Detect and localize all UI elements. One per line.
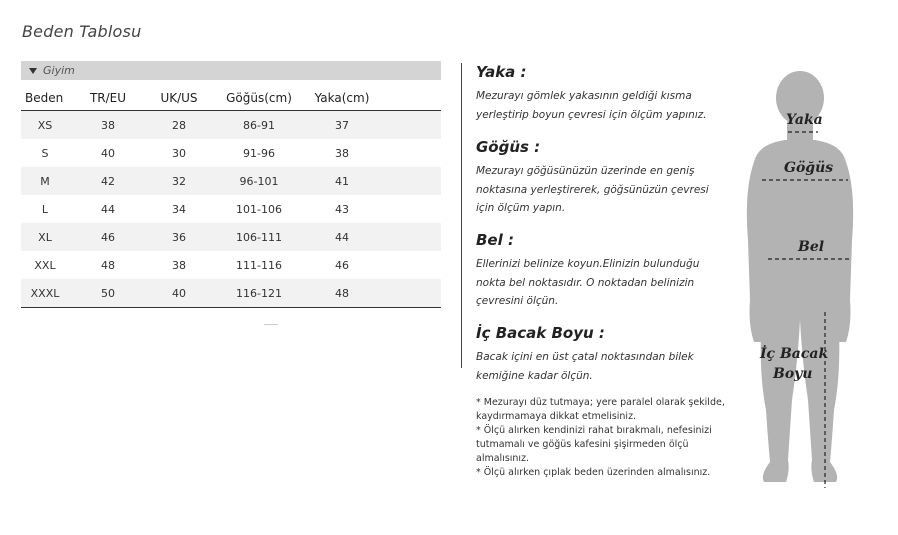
figure-label-ic-bacak-2: Boyu bbox=[773, 366, 813, 382]
cell-uk-us: 32 bbox=[147, 167, 211, 195]
cell-beden: L bbox=[41, 202, 49, 216]
cell-beden: XXXL bbox=[21, 279, 69, 308]
body-silhouette-icon bbox=[740, 70, 870, 495]
guide-ic-bacak-title: İç Bacak Boyu : bbox=[476, 324, 605, 342]
cell-tr-eu: 46 bbox=[69, 223, 147, 251]
section-toggle-giyim[interactable] bbox=[21, 61, 441, 80]
cell-beden: XL bbox=[21, 223, 69, 251]
cell-tr-eu: 38 bbox=[69, 111, 147, 140]
guide-yaka-text: Mezurayı gömlek yakasının geldiği kısma yerleştirip boyun çevresi için ölçüm yapınız. bbox=[476, 90, 707, 121]
cell-uk-us: 30 bbox=[172, 146, 186, 160]
cell-gogus: 116-121 bbox=[211, 279, 307, 308]
cell-yaka: 44 bbox=[307, 223, 377, 251]
header-beden: Beden bbox=[21, 86, 69, 111]
table-row bbox=[21, 195, 441, 223]
cell-uk-us: 28 bbox=[147, 111, 211, 140]
guide-gogus-text: Mezurayı göğüsünüzün üzerinde en geniş noktasına yerleştirerek, göğsünüzün çevresi için ölçüm yapın. bbox=[476, 165, 709, 214]
header-gogus: Göğüs(cm) bbox=[211, 86, 307, 111]
table-header-row bbox=[21, 86, 441, 111]
measurement-notes bbox=[476, 396, 726, 480]
cell-gogus: 101-106 bbox=[236, 202, 282, 216]
table-row bbox=[21, 111, 441, 140]
header-yaka: Yaka(cm) bbox=[307, 86, 377, 111]
cell-beden: M bbox=[21, 167, 69, 195]
cell-uk-us: 38 bbox=[172, 258, 186, 272]
guide-bel-text: Ellerinizi belinize koyun.Elinizin bulunduğu nokta bel noktasıdır. O noktadan belinizin çevresini ölçün. bbox=[476, 258, 700, 307]
divider bbox=[264, 324, 278, 325]
guide-gogus-title: Göğüs : bbox=[476, 138, 541, 156]
caret-down-icon bbox=[29, 68, 37, 74]
header-uk-us: UK/US bbox=[147, 86, 211, 111]
cell-beden: XXL bbox=[34, 258, 56, 272]
cell-uk-us: 36 bbox=[147, 223, 211, 251]
table-row bbox=[21, 167, 441, 195]
cell-uk-us: 34 bbox=[172, 202, 186, 216]
cell-beden: XS bbox=[21, 111, 69, 140]
figure-label-bel: Bel bbox=[798, 239, 825, 255]
figure-label-yaka: Yaka bbox=[786, 112, 823, 128]
figure-label-ic-bacak-1: İç Bacak bbox=[760, 346, 829, 362]
cell-tr-eu: 48 bbox=[101, 258, 115, 272]
note-item: * Ölçü alırken kendinizi rahat bırakmalı, nefesinizi tutmamalı ve göğüs kafesini şişirmeden ölçü almalısınız. bbox=[476, 425, 712, 464]
note-item: * Mezurayı düz tutmaya; yere paralel olarak şekilde, kaydırmamaya dikkat etmelisiniz. bbox=[476, 397, 725, 422]
figure-label-gogus: Göğüs bbox=[784, 160, 834, 176]
cell-yaka: 38 bbox=[335, 146, 349, 160]
guide-bel bbox=[476, 231, 728, 311]
cell-yaka: 37 bbox=[307, 111, 377, 140]
cell-gogus: 111-116 bbox=[236, 258, 282, 272]
page-title: Beden Tablosu bbox=[22, 22, 142, 41]
size-table bbox=[21, 86, 441, 308]
cell-tr-eu: 44 bbox=[101, 202, 115, 216]
cell-beden: S bbox=[41, 146, 49, 160]
cell-yaka: 48 bbox=[307, 279, 377, 308]
table-row bbox=[21, 279, 441, 308]
cell-tr-eu: 42 bbox=[69, 167, 147, 195]
guide-ic-bacak-text: Bacak içini en üst çatal noktasından bilek kemiğine kadar ölçün. bbox=[476, 351, 694, 382]
cell-yaka: 43 bbox=[335, 202, 349, 216]
guide-ic-bacak bbox=[476, 324, 728, 385]
cell-tr-eu: 50 bbox=[69, 279, 147, 308]
cell-uk-us: 40 bbox=[147, 279, 211, 308]
cell-gogus: 106-111 bbox=[211, 223, 307, 251]
cell-yaka: 41 bbox=[307, 167, 377, 195]
table-row bbox=[21, 251, 441, 279]
note-item: * Ölçü alırken çıplak beden üzerinden almalısınız. bbox=[476, 467, 711, 478]
cell-gogus: 91-96 bbox=[243, 146, 275, 160]
cell-yaka: 46 bbox=[335, 258, 349, 272]
guide-yaka-title: Yaka : bbox=[476, 63, 527, 81]
cell-gogus: 86-91 bbox=[211, 111, 307, 140]
table-row bbox=[21, 139, 441, 167]
vertical-divider bbox=[461, 63, 462, 368]
header-tr-eu: TR/EU bbox=[69, 86, 147, 111]
body-measurement-figure bbox=[740, 70, 870, 495]
section-label: Giyim bbox=[43, 64, 75, 77]
guide-bel-title: Bel : bbox=[476, 231, 514, 249]
cell-gogus: 96-101 bbox=[211, 167, 307, 195]
guide-yaka bbox=[476, 63, 728, 124]
table-row bbox=[21, 223, 441, 251]
guide-gogus bbox=[476, 138, 728, 218]
cell-tr-eu: 40 bbox=[101, 146, 115, 160]
